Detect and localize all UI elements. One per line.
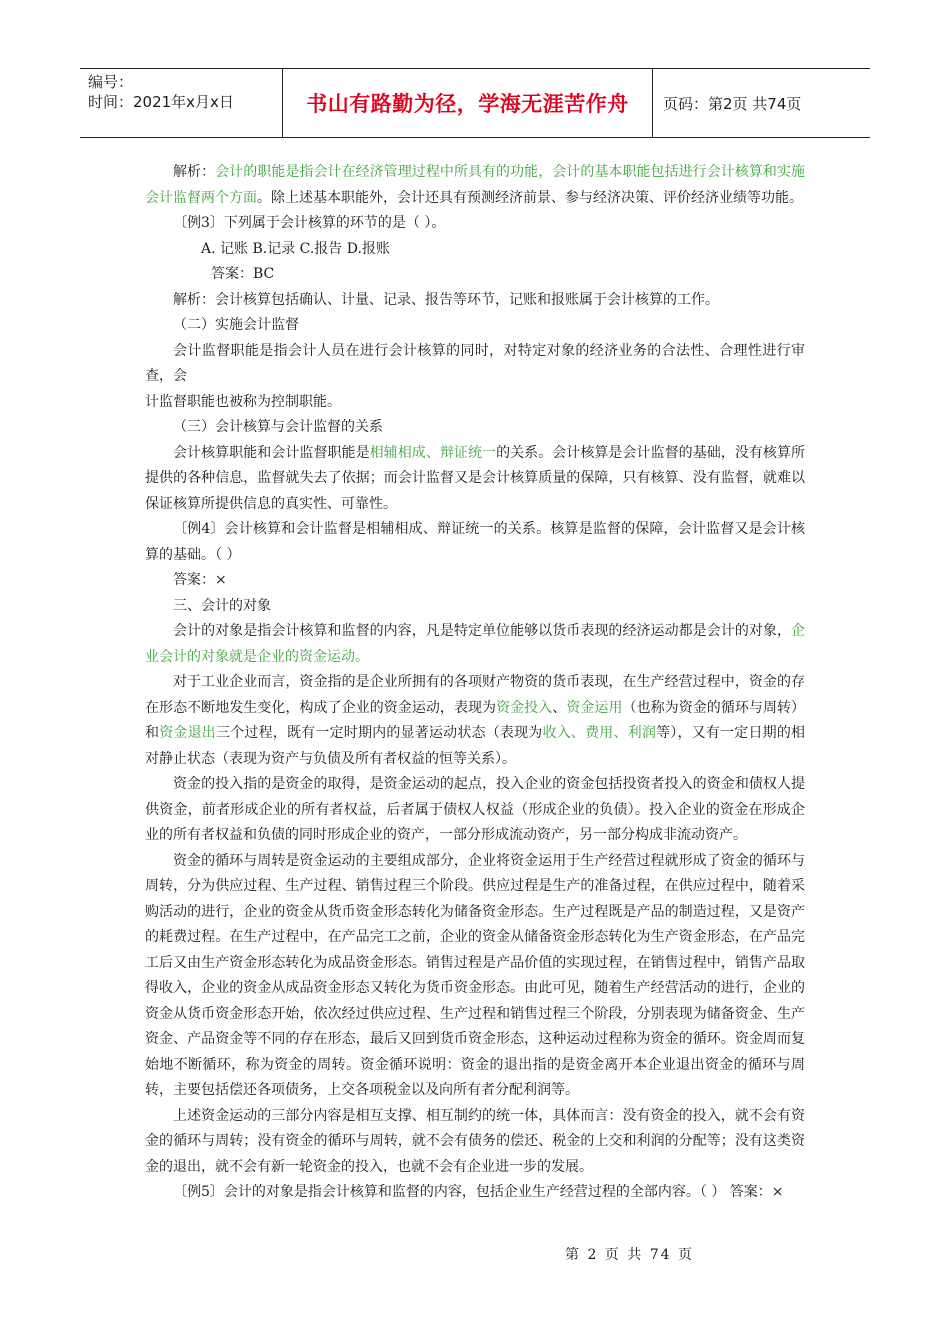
paragraph-analysis-2: 解析：会计核算包括确认、计量、记录、报告等环节，记账和报账属于会计核算的工作。 bbox=[173, 291, 719, 308]
section-heading-object: 三、会计的对象 bbox=[173, 597, 271, 614]
header-meta bbox=[80, 69, 283, 137]
example-3-question: 〔例3〕下列属于会计核算的环节的是（ ）。 bbox=[173, 215, 446, 231]
example-3-answer: 答案：BC bbox=[211, 266, 275, 282]
example-5: 〔例5〕会计的对象是指会计核算和监督的内容，包括企业生产经营过程的全部内容。（ ） 答案：× bbox=[173, 1184, 784, 1200]
paragraph-supervision-cont: 计监督职能也被称为控制职能。 bbox=[145, 393, 341, 410]
section-heading-supervision: （二）实施会计监督 bbox=[173, 317, 299, 333]
header-page-label: 页码：第2页 共74页 bbox=[663, 94, 802, 113]
paragraph-analysis-1: 解析：会计的职能是指会计在经济管理过程中所具有的功能，会计的基本职能包括进行会计核算和实施会计监督两个方面。除上述基本职能外，会计还具有预测经济前景、参与经济决策、评价经济业绩等功能。 bbox=[145, 164, 806, 206]
section-heading-relation: （三）会计核算与会计监督的关系 bbox=[173, 419, 383, 435]
page-header bbox=[80, 68, 870, 138]
highlight-text: 资金投入 bbox=[496, 699, 553, 716]
highlight-text: 收入、费用、利润 bbox=[542, 725, 657, 741]
number-label: 编号： bbox=[88, 73, 134, 91]
paragraph-supervision: 会计监督职能是指会计人员在进行会计核算的同时，对特定对象的经济业务的合法性、合理性进行审查，会 bbox=[145, 342, 805, 384]
date-label: 时间：2021年x月x日 bbox=[88, 93, 234, 111]
highlight-text: 资金退出 bbox=[159, 725, 216, 741]
highlight-text: 相辅相成、辩证统一 bbox=[369, 444, 497, 461]
example-4-answer: 答案：× bbox=[173, 572, 227, 588]
highlight-text: 会计的职能是指会计在经济管理过程中所具有的功能，会计的基本职能包括进行会计核算和实施会计监督两个方面 bbox=[145, 164, 806, 206]
page-footer: 第 2 页 共 74 页 bbox=[565, 1247, 694, 1263]
example-4-question: 〔例4〕会计核算和会计监督是相辅相成、辩证统一的关系。核算是监督的保障，会计监督又是会计核算的基础。（ ） bbox=[145, 521, 805, 563]
paragraph-capital-movement: 对于工业企业而言，资金指的是企业所拥有的各项财产物资的货币表现，在生产经营过程中，资金的存在形态不断地发生变化，构成了企业的资金运动，表现为资金投入、资金运用（也称为资金的循环与周转）和资金退出三个过程，既有一定时期内的显著运动状态（表现为收入、费用、利润等），又有一定日期的相对静止状态（表现为资产与负债及所有者权益的恒等关系）。 bbox=[145, 674, 806, 767]
paragraph-object: 会计的对象是指会计核算和监督的内容，凡是特定单位能够以货币表现的经济运动都是会计的对象，企业会计的对象就是企业的资金运动。 bbox=[145, 623, 805, 665]
highlight-text: 资金运用 bbox=[566, 699, 623, 716]
paragraph-capital-input: 资金的投入指的是资金的取得，是资金运动的起点，投入企业的资金包括投资者投入的资金和债权人提供资金，前者形成企业的所有者权益，后者属于债权人权益（形成企业的负债）。投入企业的资金在形成企业的所有者权益和负债的同时形成企业的资产，一部分形成流动资产，另一部分构成非流动资产。 bbox=[145, 776, 805, 843]
header-motto: 书山有路勤为径，学海无涯苦作舟 bbox=[283, 69, 653, 137]
paragraph-capital-unity: 上述资金运动的三部分内容是相互支撑、相互制约的统一体，具体而言：没有资金的投入，就不会有资金的循环与周转；没有资金的循环与周转，就不会有债务的偿还、税金的上交和利润的分配等；没有这类资金的退出，就不会有新一轮资金的投入，也就不会有企业进一步的发展。 bbox=[145, 1107, 805, 1175]
paragraph-relation: 会计核算职能和会计监督职能是相辅相成、辩证统一的关系。会计核算是会计监督的基础，没有核算所提供的各种信息，监督就失去了依据；而会计监督又是会计核算质量的保障，只有核算、没有监督，就难以保证核算所提供信息的真实性、可靠性。 bbox=[145, 444, 806, 512]
example-3-options: A. 记账 B.记录 C.报告 D.报账 bbox=[201, 240, 390, 257]
body-text bbox=[145, 160, 805, 1206]
paragraph-capital-cycle: 资金的循环与周转是资金运动的主要组成部分，企业将资金运用于生产经营过程就形成了资金的循环与周转，分为供应过程、生产过程、销售过程三个阶段。供应过程是生产的准备过程，在供应过程中，随着采购活动的进行，企业的资金从货币资金形态转化为储备资金形态。生产过程既是产品的制造过程，又是资产的耗费过程。在生产过程中，在产品完工之前，企业的资金从储备资金形态转化为生产资金形态，在产品完工后又由生产资金形态转化为成品资金形态。销售过程是产品价值的实现过程，在销售过程中，销售产品取得收入，企业的资金从成品资金形态又转化为货币资金形态。由此可见，随着生产经营活动的进行，企业的资金从货币资金形态开始，依次经过供应过程、生产过程和销售过程三个阶段，分别表现为储备资金、生产资金、产品资金等不同的存在形态，最后又回到货币资金形态，这种运动过程称为资金的循环。资金周而复始地不断循环，称为资金的周转。资金循环说明：资金的退出指的是资金离开本企业退出资金的循环与周转，主要包括偿还各项债务，上交各项税金以及向所有者分配利润等。 bbox=[145, 852, 805, 1098]
highlight-text: 企业会计的对象就是企业的资金运动。 bbox=[145, 623, 805, 665]
